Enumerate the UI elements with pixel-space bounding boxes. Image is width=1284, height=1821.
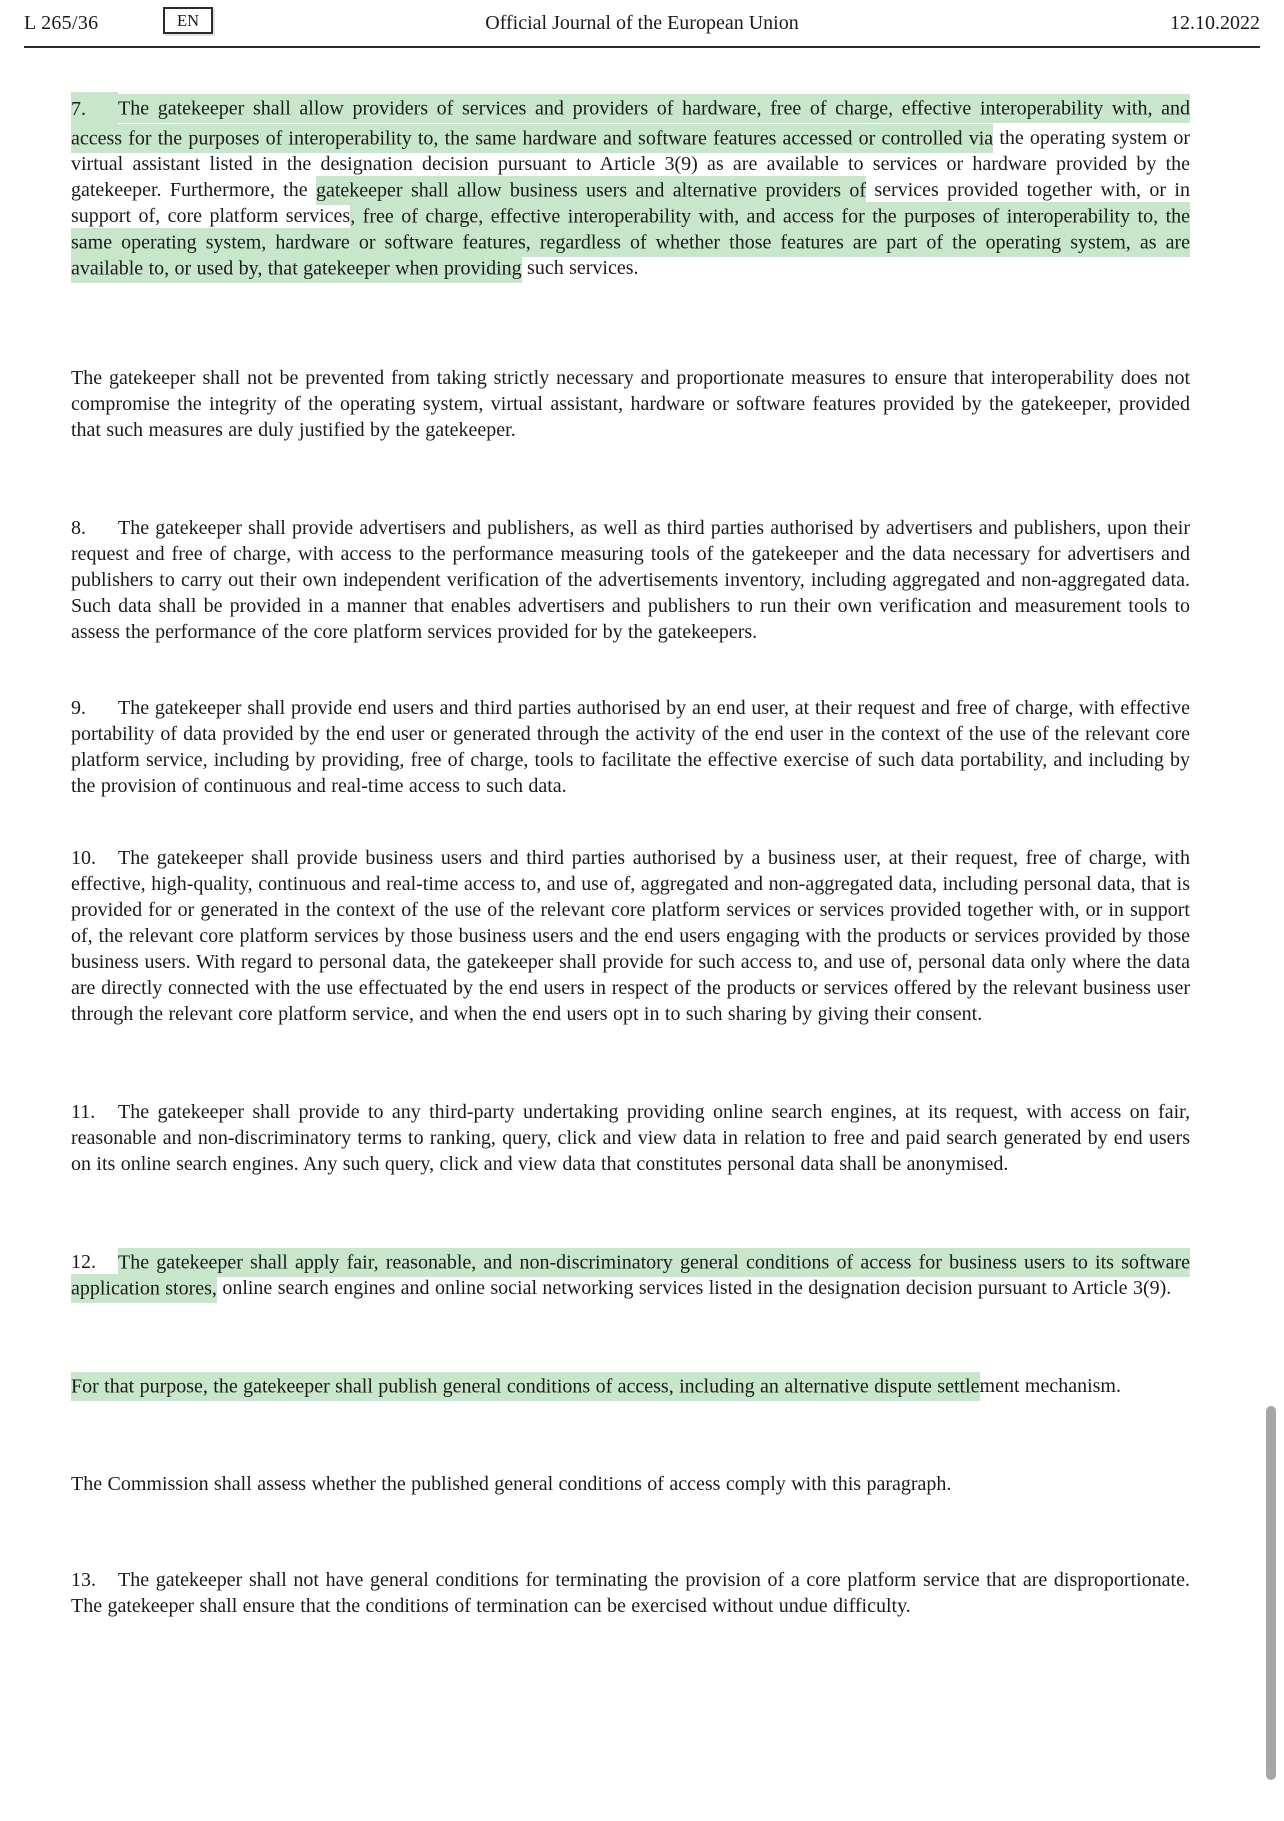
text-run: The gatekeeper shall provide advertisers and publishers, as well as third parties authorised by advertisers and publishers, upon their request and free of charge, with access to the performance measuring tools of the gatekeeper and the data necessary for advertisers and publishers to carry out their own independent verification of the advertisements inventory, including aggregated and non-aggregated data. Such data shall be provided in a manner that enables advertisers and publishers to run their own verification and measurement tools to assess the performance of the core platform services provided for by the gatekeepers. (71, 517, 1190, 643)
text-run: The gatekeeper shall provide to any third-party undertaking providing online search engines, at its request, with access on fair, reasonable and non-discriminatory terms to ranking, query, click and view data in relation to free and paid search generated by end users on its online search engines. Any such query, click and view data that constitutes personal data shall be anonymised. (71, 1101, 1190, 1175)
text-run: the operating system or virtual assistant listed in the designation decision pursuant to Article 3(9) as are available to services or hardware provided by the gatekeeper. Furthermore, the (71, 127, 1190, 201)
text-run: ment mechanism. (979, 1375, 1121, 1397)
page-number: L 265/36 (24, 12, 99, 34)
paragraph-number: 7. (71, 92, 118, 125)
paragraph-8 (71, 515, 1190, 645)
text-run: The Commission shall assess whether the published general conditions of access comply with this paragraph. (71, 1473, 952, 1495)
highlighted-text: The gatekeeper shall apply fair, reasonable, and non-discriminatory general conditions of access for business users to its software application stores, (71, 1248, 1190, 1303)
paragraph-number: 9. (71, 697, 86, 719)
text-run: online search engines and online social networking services listed in the designation decision pursuant to Article 3(9). (216, 1277, 1172, 1299)
paragraph-12 (71, 1249, 1190, 1301)
text-run: The gatekeeper shall not be prevented from taking strictly necessary and proportionate measures to ensure that interoperability does not compromise the integrity of the operating system, virtual assistant, hardware or software features provided by the gatekeeper, provided that such measures are duly justified by the gatekeeper. (71, 367, 1190, 441)
highlighted-text: , free of charge, effective interoperability with, and access for the purposes of interoperability to, the same operating system, hardware or software features, regardless of whether those features are part of the operating system, as are available to, or used by, that gatekeeper when providing (71, 202, 1190, 283)
language-badge: EN (163, 7, 213, 34)
paragraph-9 (71, 695, 1190, 799)
paragraph-number: 10. (71, 847, 96, 869)
text-run: services provided together with, or in support of, core platform services (71, 179, 1190, 227)
scrollbar-thumb[interactable] (1266, 1406, 1276, 1780)
paragraph-12-purpose (71, 1373, 1190, 1399)
paragraph-number: 11. (71, 1101, 96, 1123)
paragraph-number: 12. (71, 1251, 96, 1273)
paragraph-13 (71, 1567, 1190, 1619)
paragraph-7 (71, 92, 1190, 281)
paragraph-11 (71, 1099, 1190, 1177)
paragraph-7-safeguard (71, 365, 1190, 443)
text-run: The gatekeeper shall not have general conditions for terminating the provision of a core platform service that are disproportionate. The gatekeeper shall ensure that the conditions of termination can be exercised without undue difficulty. (71, 1569, 1190, 1617)
text-run: The gatekeeper shall provide business users and third parties authorised by a business user, at their request, free of charge, with effective, high-quality, continuous and real-time access to, and use of, aggregated and non-aggregated data, including personal data, that is provided for or generated in the context of the use of the relevant core platform services or services provided together with, or in support of, the relevant core platform services by those business users and the end users engaging with the products or services provided by those business users. With regard to personal data, the gatekeeper shall provide for such access to, and use of, personal data only where the data are directly connected with the use effectuated by the end users in respect of the products or services offered by the relevant business user through the relevant core platform service, and when the end users opt in to such sharing by giving their consent. (71, 847, 1190, 1025)
paragraph-number: 8. (71, 517, 86, 539)
document-body (0, 48, 1284, 1619)
paragraph-number: 13. (71, 1569, 96, 1591)
journal-title: Official Journal of the European Union (485, 12, 799, 34)
text-run: The gatekeeper shall provide end users and third parties authorised by an end user, at their request and free of charge, with effective portability of data provided by the end user or generated through the activity of the end user in the context of the use of the relevant core platform service, including by providing, free of charge, tools to facilitate the effective exercise of such data portability, and including by the provision of continuous and real-time access to such data. (71, 697, 1190, 797)
issue-date: 12.10.2022 (1170, 12, 1260, 34)
highlighted-text: For that purpose, the gatekeeper shall publish general conditions of access, including an alternative dispute settle (71, 1372, 980, 1401)
highlighted-text: gatekeeper shall allow business users and alternative providers of (316, 176, 866, 205)
page-header (0, 0, 1284, 46)
text-run: such services. (521, 257, 639, 279)
paragraph-12-commission (71, 1471, 1190, 1497)
paragraph-10 (71, 845, 1190, 1027)
highlighted-text: The gatekeeper shall allow providers of services and providers of hardware, free of charge, effective interoperability with, and access for the purposes of interoperability to, the same hardware and software features accessed or controlled via (71, 94, 1190, 153)
